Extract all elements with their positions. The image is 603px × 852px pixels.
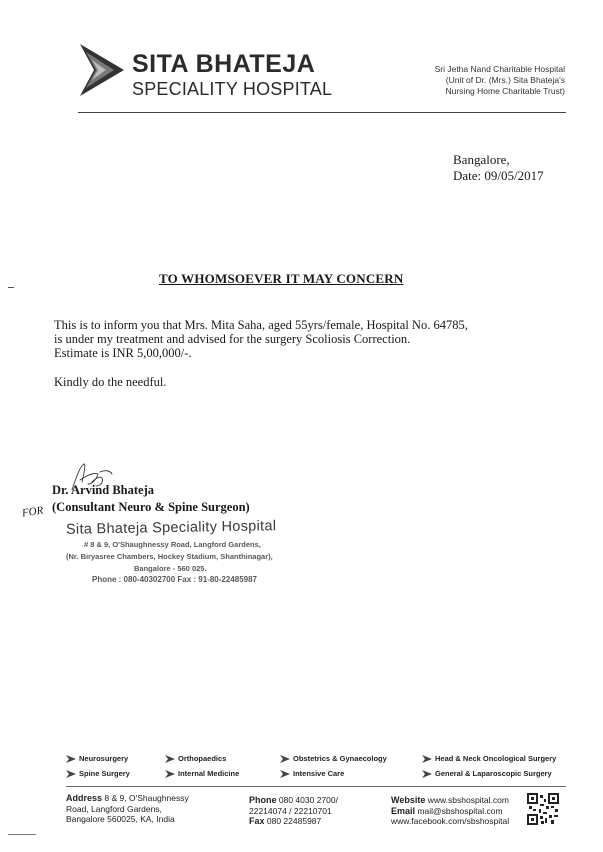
- place: Bangalore,: [453, 152, 510, 167]
- stamp-line: Phone : 080-40302700 Fax : 91-80-22485987: [92, 575, 257, 584]
- speciality-item: Orthopaedics: [165, 754, 226, 763]
- speciality-item: Neurosurgery: [66, 754, 128, 763]
- email-link[interactable]: mail@sbshospital.com: [417, 805, 503, 816]
- fax-number: 080 22485987: [266, 816, 322, 826]
- address-line: 8 & 9, O'Shaughnessy: [104, 793, 189, 803]
- address-label: Address: [66, 793, 103, 803]
- speciality-list: [66, 748, 566, 782]
- phone-label: Phone: [249, 795, 277, 805]
- footer-phone: [249, 795, 338, 827]
- stamp-line: (Nr. Biryasree Chambers, Hockey Stadium, Shanthinagar),: [66, 552, 273, 561]
- website-link[interactable]: www.sbshospital.com: [427, 795, 509, 805]
- speciality-item: Head & Neck Oncological Surgery: [422, 754, 556, 763]
- doctor-title: (Consultant Neuro & Spine Surgeon): [52, 500, 250, 514]
- stamp-title: Sita Bhateja Speciality Hospital: [65, 518, 277, 538]
- qr-code-icon: [527, 793, 559, 825]
- stamp-line: Bangalore - 560 025.: [134, 564, 207, 573]
- speciality-item: Intensive Care: [280, 769, 344, 778]
- chevron-right-icon: [165, 755, 175, 763]
- speciality-item: Spine Surgery: [66, 769, 130, 778]
- footer-divider: [66, 786, 566, 787]
- fax-label: Fax: [249, 816, 265, 826]
- chevron-right-icon: [280, 755, 290, 763]
- speciality-item: Internal Medicine: [165, 769, 239, 778]
- body-line: This is to inform you that Mrs. Mita Saha, aged 55yrs/female, Hospital No. 64785,: [54, 318, 468, 332]
- trust-note: [435, 64, 565, 97]
- chevron-right-icon: [422, 755, 432, 763]
- letter-closing: Kindly do the needful.: [54, 375, 167, 389]
- chevron-right-icon: [165, 770, 175, 778]
- website-label: Website: [391, 795, 426, 805]
- address-line: Bangalore 560025, KA, India: [66, 814, 175, 824]
- page-edge-mark: [8, 834, 36, 835]
- chevron-right-icon: [422, 770, 432, 778]
- letter-date: Date: 09/05/2017: [453, 168, 544, 183]
- chevron-right-icon: [280, 770, 290, 778]
- email-label: Email: [391, 805, 416, 816]
- for-mark: FOR: [21, 504, 45, 520]
- chevron-right-icon: [66, 770, 76, 778]
- trust-line: Nursing Home Charitable Trust): [445, 86, 565, 96]
- speciality-item: General & Laparoscopic Surgery: [422, 769, 552, 778]
- footer-contact: [391, 795, 509, 827]
- facebook-link[interactable]: www.facebook.com/sbshospital: [391, 816, 510, 826]
- trust-line: (Unit of Dr. (Mrs.) Sita Bhateja's: [445, 75, 565, 85]
- hospital-subtitle: SPECIALITY HOSPITAL: [132, 79, 333, 99]
- letter-body: [54, 318, 544, 360]
- letterhead-divider: [78, 112, 566, 113]
- trust-line: Sri Jetha Nand Charitable Hospital: [434, 64, 565, 74]
- chevron-right-icon: [66, 755, 76, 763]
- address-line: Road, Langford Gardens,: [66, 803, 162, 814]
- margin-mark: [8, 287, 14, 288]
- phone-line: 080 4030 2700/: [278, 795, 338, 805]
- stamp-line: # 8 & 9, O'Shaughnessy Road, Langford Gardens,: [84, 540, 261, 549]
- place-date: [453, 152, 544, 184]
- body-line: is under my treatment and advised for the surgery Scoliosis Correction.: [54, 332, 411, 346]
- body-line: Estimate is INR 5,00,000/-.: [54, 346, 192, 360]
- phone-line: 22214074 / 22210701: [249, 805, 332, 816]
- letter-subject: TO WHOMSOEVER IT MAY CONCERN: [159, 271, 404, 286]
- hospital-logo-icon: [80, 44, 124, 96]
- hospital-name: SITA BHATEJA: [132, 50, 316, 78]
- speciality-item: Obstetrics & Gynaecology: [280, 754, 387, 763]
- doctor-name: Dr. Arvind Bhateja: [52, 483, 154, 497]
- footer-address: [66, 793, 189, 825]
